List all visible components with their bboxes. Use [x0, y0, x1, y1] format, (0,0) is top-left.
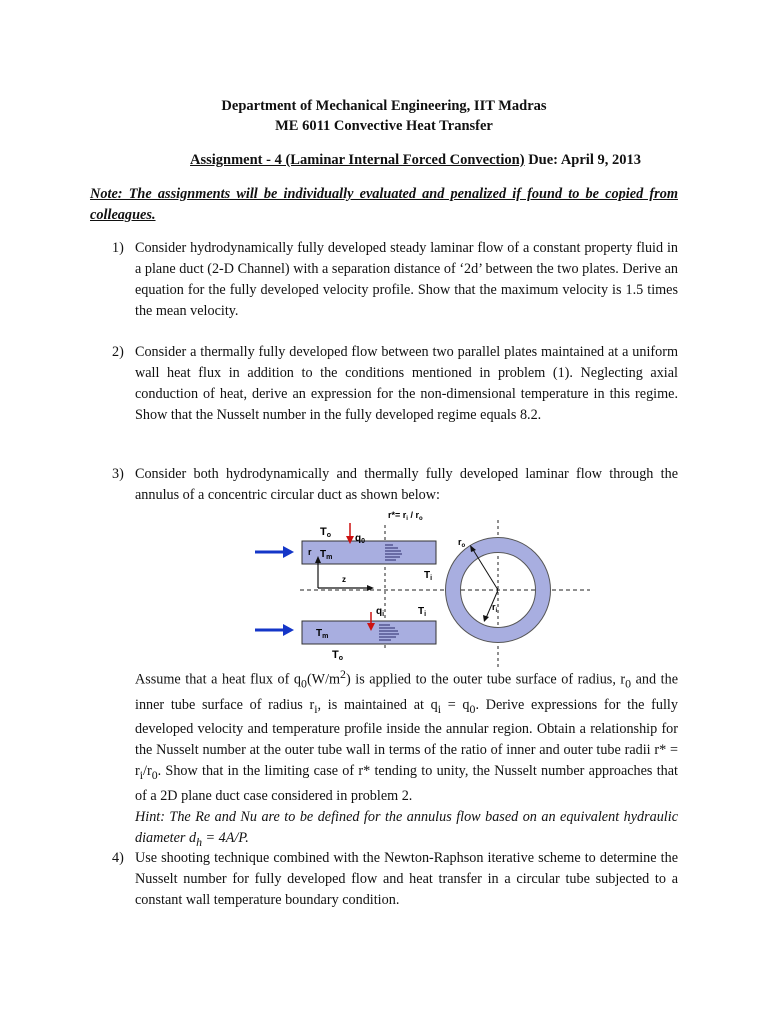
inlet-arrow-lower: [255, 624, 294, 636]
course-heading: ME 6011 Convective Heat Transfer: [275, 118, 493, 134]
label-z: z: [342, 575, 346, 584]
radius-ratio-label: $r*= r_i / r_o$: [388, 510, 423, 522]
label-r: r: [308, 547, 312, 557]
problem-number: 1): [112, 240, 124, 256]
problem-text: Consider a thermally fully developed flow between two parallel plates maintained at a uniform wall heat flux in addition to the conditions mentioned in problem (1). Neglecting axial conduction of heat, derive an expression for the non-dimensional temperature in this regime. Show that the Nusselt number in the fully developed regime equals 8.2.: [135, 344, 678, 423]
department-heading: Department of Mechanical Engineering, IIT Madras: [221, 98, 547, 114]
problem-text: Consider both hydrodynamically and thermally fully developed laminar flow through the annulus of a concentric circular duct as shown below:: [135, 466, 678, 503]
inlet-arrow-upper: [255, 546, 294, 558]
problem-number: 3): [112, 466, 124, 482]
label-outer-temperature: To: [320, 526, 332, 539]
assignment-title: Assignment - 4 (Laminar Internal Forced Convection): [190, 152, 525, 168]
problem-number: 4): [112, 850, 124, 866]
label-inner-heat-flux: $q_i$: [376, 606, 385, 618]
problem-3-hint: Hint: The Re and Nu are to be defined for the annulus flow based on an equivalent hydraulic diameter $d_h = 4A/P$.: [135, 809, 678, 850]
problem-text: Use shooting technique combined with the Newton-Raphson iterative scheme to determine the Nusselt number for fully developed flow and heat transfer in a circular tube subjected to a constant wall temperature boundary condition.: [135, 850, 678, 908]
label-outer-temperature-lower: To: [332, 649, 344, 662]
problem-4: [112, 848, 678, 911]
label-outer-radius: $r_o$: [458, 537, 466, 549]
inner-radius-line: [483, 590, 498, 622]
label-outer-heat-flux: $q_0$: [355, 533, 366, 545]
problem-number: 2): [112, 344, 124, 360]
due-date: Due: April 9, 2013: [524, 152, 641, 168]
problem-3-continuation: [112, 664, 678, 853]
label-inner-radius: $r_i$: [492, 602, 498, 614]
problem-text: Consider hydrodynamically fully developed steady laminar flow of a constant property fluid in a plane duct (2-D Channel) with a separation distance of ‘2d’ between the two plates. Derive an equation for the fully developed velocity profile. Show that the maximum velocity is 1.5 times the mean velocity.: [135, 240, 678, 319]
problem-3-details: Assume that a heat flux of $q_0(W/m^2)$ is applied to the outer tube surface of radius, $r_0$ and the inner tube surface of radius $r_i$, is maintained at $q_i = q_0$. Derive expressions for the fully developed velocity and temperature profile inside the annular region. Obtain a relationship for the Nusselt number at the outer tube wall in terms of the ratio of inner and outer tube radii $r* = r_i/r_0$. Show that in the limiting case of r* tending to unity, the Nusselt number approaches that of a 2D plane duct case considered in problem 2. Hint: The Re and Nu are to be defined for the annulus flow based on an equivalent hydraulic diameter $d_h = 4A/P$.: [135, 664, 678, 853]
label-mean-temperature-lower: $T_m$: [316, 628, 329, 640]
label-inner-temperature-lower: $T_i$: [418, 606, 427, 618]
label-inner-temperature-upper: $T_i$: [424, 570, 433, 582]
label-mean-temperature-upper: $T_m$: [320, 549, 333, 561]
plagiarism-note: Note: The assignments will be individually evaluated and penalized if found to be copied from colleagues.: [90, 186, 678, 223]
